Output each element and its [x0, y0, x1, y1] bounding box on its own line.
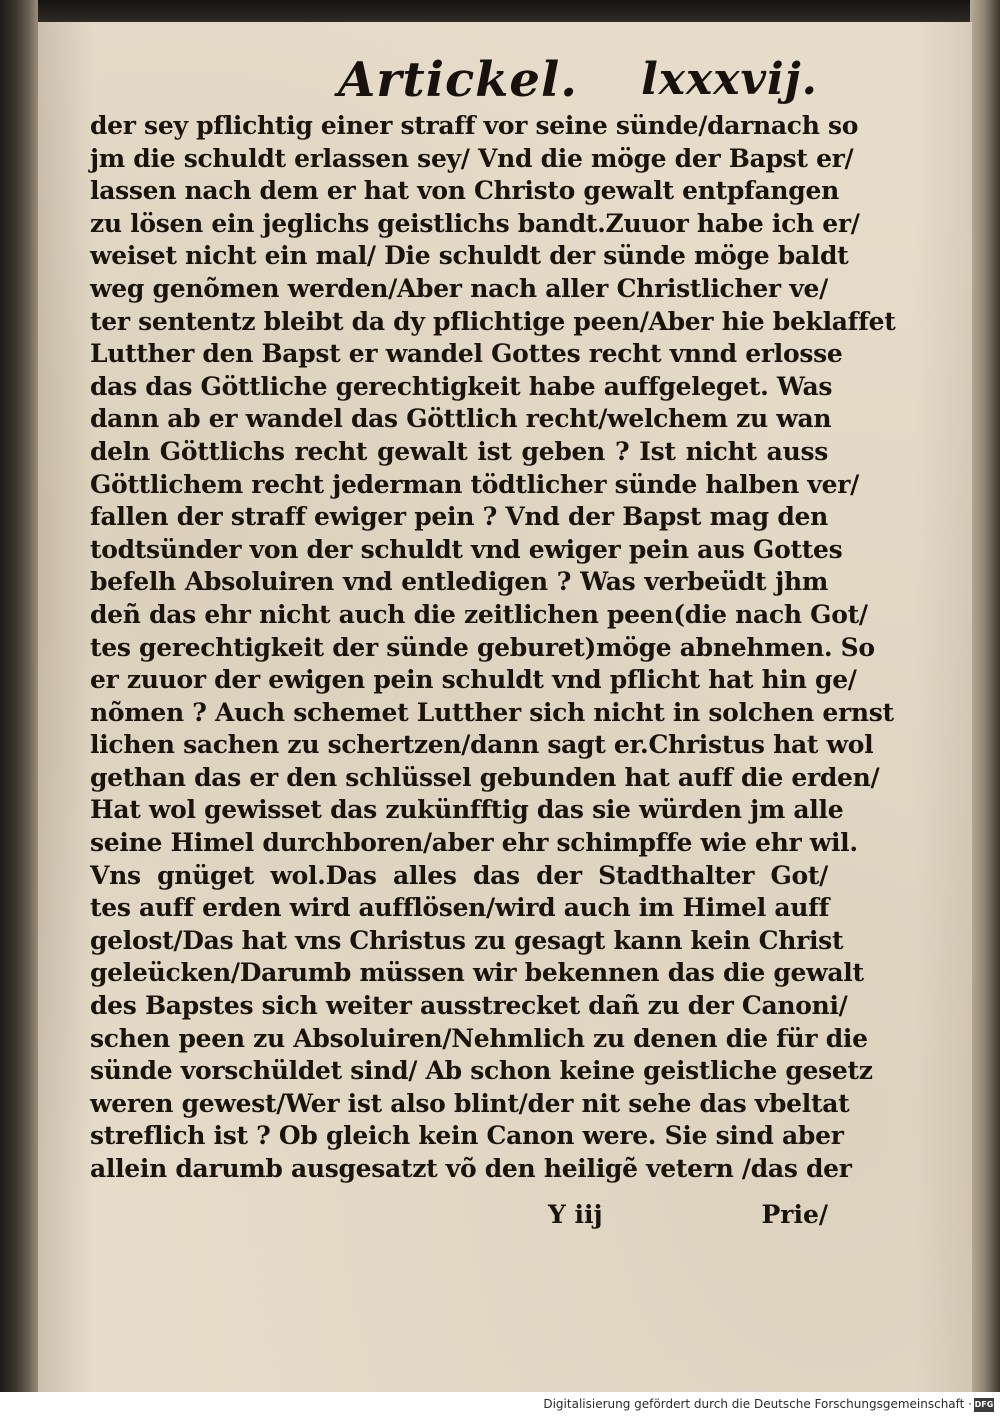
text-line: Hat wol gewisset das zukünfftig das sie würden jm alle	[90, 795, 844, 825]
text-line: Lutther den Bapst er wandel Gottes recht vnnd erlosse	[90, 339, 843, 369]
text-line: streflich ist ? Ob gleich kein Canon were. Sie sind aber	[90, 1121, 844, 1151]
text-line: gelost/Das hat vns Christus zu gesagt kann kein Christ	[90, 925, 844, 955]
text-line: ter sententz bleibt da dy pflichtige peen/Aber hie beklaffet	[90, 306, 896, 336]
text-line: sünde vorschüldet sind/ Ab schon keine geistliche gesetz	[90, 1056, 873, 1086]
text-line: fallen der straff ewiger pein ? Vnd der Bapst mag den	[90, 502, 828, 532]
body-text	[90, 110, 896, 1186]
text-line: zu lösen ein jeglichs geistlichs bandt.Zuuor habe ich er/	[90, 208, 860, 238]
text-line: geleücken/Darumb müssen wir bekennen das die gewalt	[90, 958, 864, 988]
text-line: weiset nicht ein mal/ Die schuldt der sünde möge baldt	[90, 241, 849, 271]
catchword-line	[548, 1200, 828, 1229]
text-line: Göttlichem recht jederman tödtlicher sünde halben ver/	[90, 469, 859, 499]
text-line: allein darumb ausgesatzt võ den heiligẽ vetern /das der	[90, 1154, 852, 1183]
text-line: lassen nach dem er hat von Christo gewalt entpfangen	[90, 176, 839, 206]
running-header	[278, 52, 838, 114]
scan-border-left	[0, 0, 38, 1392]
scan-border-top	[0, 0, 1000, 22]
running-title: Artickel.	[338, 52, 578, 108]
text-line: jm die schuldt erlassen sey/ Vnd die möge der Bapst er/	[90, 143, 854, 173]
digitization-footer	[0, 1392, 1000, 1420]
text-line: todtsünder von der schuldt vnd ewiger pein aus Gottes	[90, 534, 843, 564]
text-line: lichen sachen zu schertzen/dann sagt er.Christus hat wol	[90, 730, 874, 760]
text-line: gethan das er den schlüssel gebunden hat auff die erden/	[90, 762, 880, 792]
book-page	[38, 22, 972, 1392]
text-line: weren gewest/Wer ist also blint/der nit sehe das vbeltat	[90, 1088, 850, 1118]
text-line: das das Göttliche gerechtigkeit habe auffgeleget. Was	[90, 371, 833, 401]
funding-credit: Digitalisierung gefördert durch die Deutsche Forschungsgemeinschaft ·	[543, 1397, 972, 1411]
text-line: des Bapstes sich weiter ausstrecket dañ zu der Canoni/	[90, 991, 848, 1021]
text-line: deln Göttlichs recht gewalt ist geben ? Ist nicht auss	[90, 436, 828, 466]
text-line: der sey pflichtig einer straff vor seine sünde/darnach so	[90, 111, 859, 140]
folio-number: lxxxvij.	[641, 54, 818, 105]
text-line: dann ab er wandel das Göttlich recht/welchem zu wan	[90, 404, 832, 434]
scan-border-right	[970, 0, 1000, 1392]
signature-mark: Y iij	[548, 1200, 603, 1229]
text-line: schen peen zu Absoluiren/Nehmlich zu denen die für die	[90, 1023, 868, 1053]
text-line: er zuuor der ewigen pein schuldt vnd pflicht hat hin ge/	[90, 665, 857, 695]
text-line: deñ das ehr nicht auch die zeitlichen peen(die nach Got/	[90, 599, 868, 629]
text-line: tes gerechtigkeit der sünde geburet)möge abnehmen. So	[90, 632, 875, 662]
dfg-logo-icon: DFG	[974, 1398, 994, 1412]
text-line: seine Himel durchboren/aber ehr schimpffe wie ehr wil.	[90, 828, 858, 858]
catchword: Prie/	[761, 1200, 828, 1229]
text-line: befelh Absoluiren vnd entledigen ? Was verbeüdt jhm	[90, 567, 828, 597]
text-line: tes auff erden wird aufflösen/wird auch im Himel auff	[90, 893, 830, 923]
text-line: nõmen ? Auch schemet Lutther sich nicht in solchen ernst	[90, 697, 894, 727]
text-line: Vns gnüget wol.Das alles das der Stadthalter Got/	[90, 860, 828, 890]
text-line: weg genõmen werden/Aber nach aller Christlicher ve/	[90, 273, 828, 303]
